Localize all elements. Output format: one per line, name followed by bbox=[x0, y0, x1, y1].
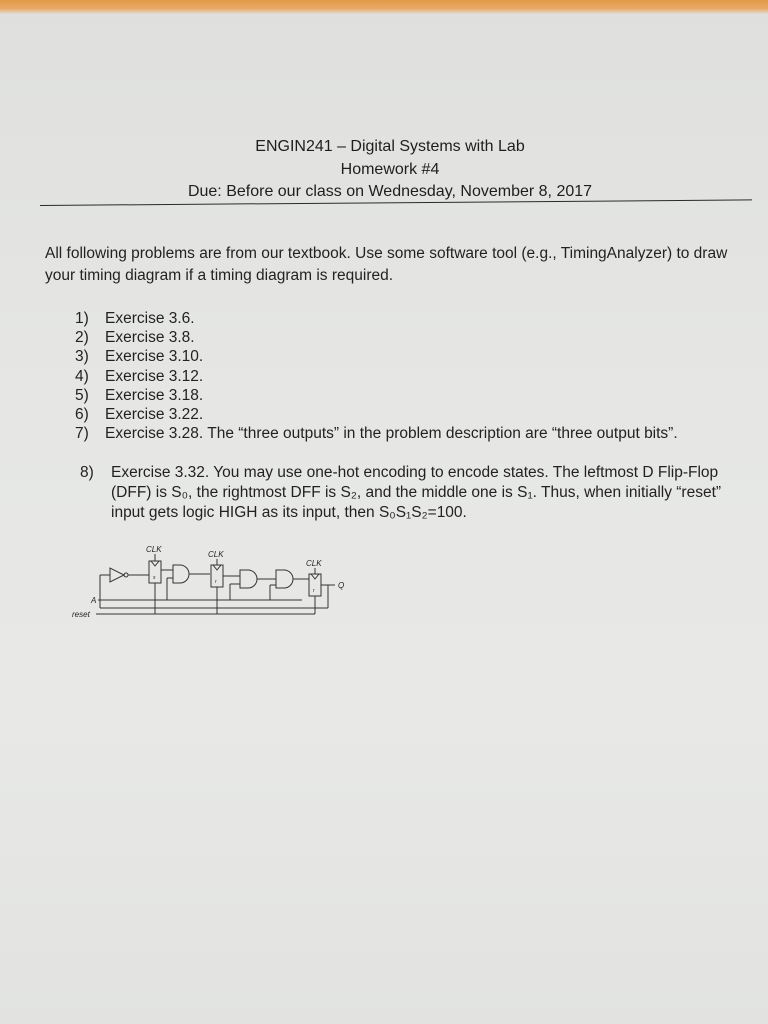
problem-text: Exercise 3.10. bbox=[105, 348, 204, 366]
list-item bbox=[75, 386, 755, 405]
clk-label-2: CLK bbox=[208, 550, 224, 559]
problem-text: Exercise 3.32. You may use one-hot encoding to encode states. The leftmost D Flip-Flop (DFF) is S₀, the rightmost DFF is S₂, and the middle one is S₁. Thus, when initially “reset” input gets logic HIGH as its input, then S₀S₁S₂=100. bbox=[111, 464, 722, 521]
dff-s2 bbox=[309, 574, 321, 596]
intro-paragraph: All following problems are from our textbook. Use some software tool (e.g., TimingAnalyzer) to draw your timing diagram if a timing diagram is required. bbox=[45, 245, 728, 284]
ff2-type: r bbox=[215, 579, 217, 585]
clk-label-1: CLK bbox=[146, 545, 162, 554]
problem-text: Exercise 3.28. The “three outputs” in the problem description are “three output bits”. bbox=[105, 425, 678, 443]
homework-title: Homework #4 bbox=[340, 161, 440, 178]
problem-number: 7) bbox=[75, 425, 89, 443]
problem-text: Exercise 3.6. bbox=[105, 310, 195, 327]
problem-number: 4) bbox=[75, 367, 89, 385]
reset-label: reset bbox=[72, 610, 90, 619]
problem-number: 3) bbox=[75, 348, 89, 366]
list-item bbox=[75, 367, 755, 386]
problem-number: 5) bbox=[75, 386, 89, 404]
problem-number: 1) bbox=[75, 310, 89, 327]
list-item bbox=[75, 405, 755, 424]
problem-list bbox=[75, 309, 755, 443]
problem-number: 2) bbox=[75, 329, 89, 347]
problem-text: Exercise 3.12. bbox=[105, 367, 204, 385]
and-gate-2 bbox=[240, 570, 257, 588]
list-item bbox=[75, 424, 755, 443]
due-date: Due: Before our class on Wednesday, November 8, 2017 bbox=[187, 183, 593, 200]
and-gate-1 bbox=[173, 565, 189, 583]
course-title: ENGIN241 – Digital Systems with Lab bbox=[255, 138, 525, 155]
dff-s1 bbox=[211, 565, 223, 587]
buffer-gate bbox=[110, 568, 124, 582]
problem-text: Exercise 3.18. bbox=[105, 386, 204, 404]
output-label: Q bbox=[338, 581, 345, 590]
problem-text: Exercise 3.8. bbox=[105, 329, 195, 347]
problem-number: 8) bbox=[80, 464, 94, 481]
problem-text: Exercise 3.22. bbox=[105, 406, 204, 424]
ff1-type: s bbox=[153, 575, 156, 581]
circuit-diagram bbox=[70, 540, 360, 630]
problem-8 bbox=[80, 463, 750, 523]
list-item bbox=[75, 309, 755, 328]
input-label-a: A bbox=[91, 596, 97, 605]
clock-triangle-icon bbox=[311, 574, 319, 579]
list-item bbox=[75, 328, 755, 347]
ff3-type: r bbox=[313, 588, 315, 594]
and-gate-3 bbox=[276, 570, 293, 588]
clk-label-3: CLK bbox=[306, 559, 322, 568]
list-item bbox=[75, 347, 755, 366]
clock-triangle-icon bbox=[213, 565, 221, 570]
problem-number: 6) bbox=[75, 406, 89, 424]
clock-triangle-icon bbox=[151, 561, 159, 566]
